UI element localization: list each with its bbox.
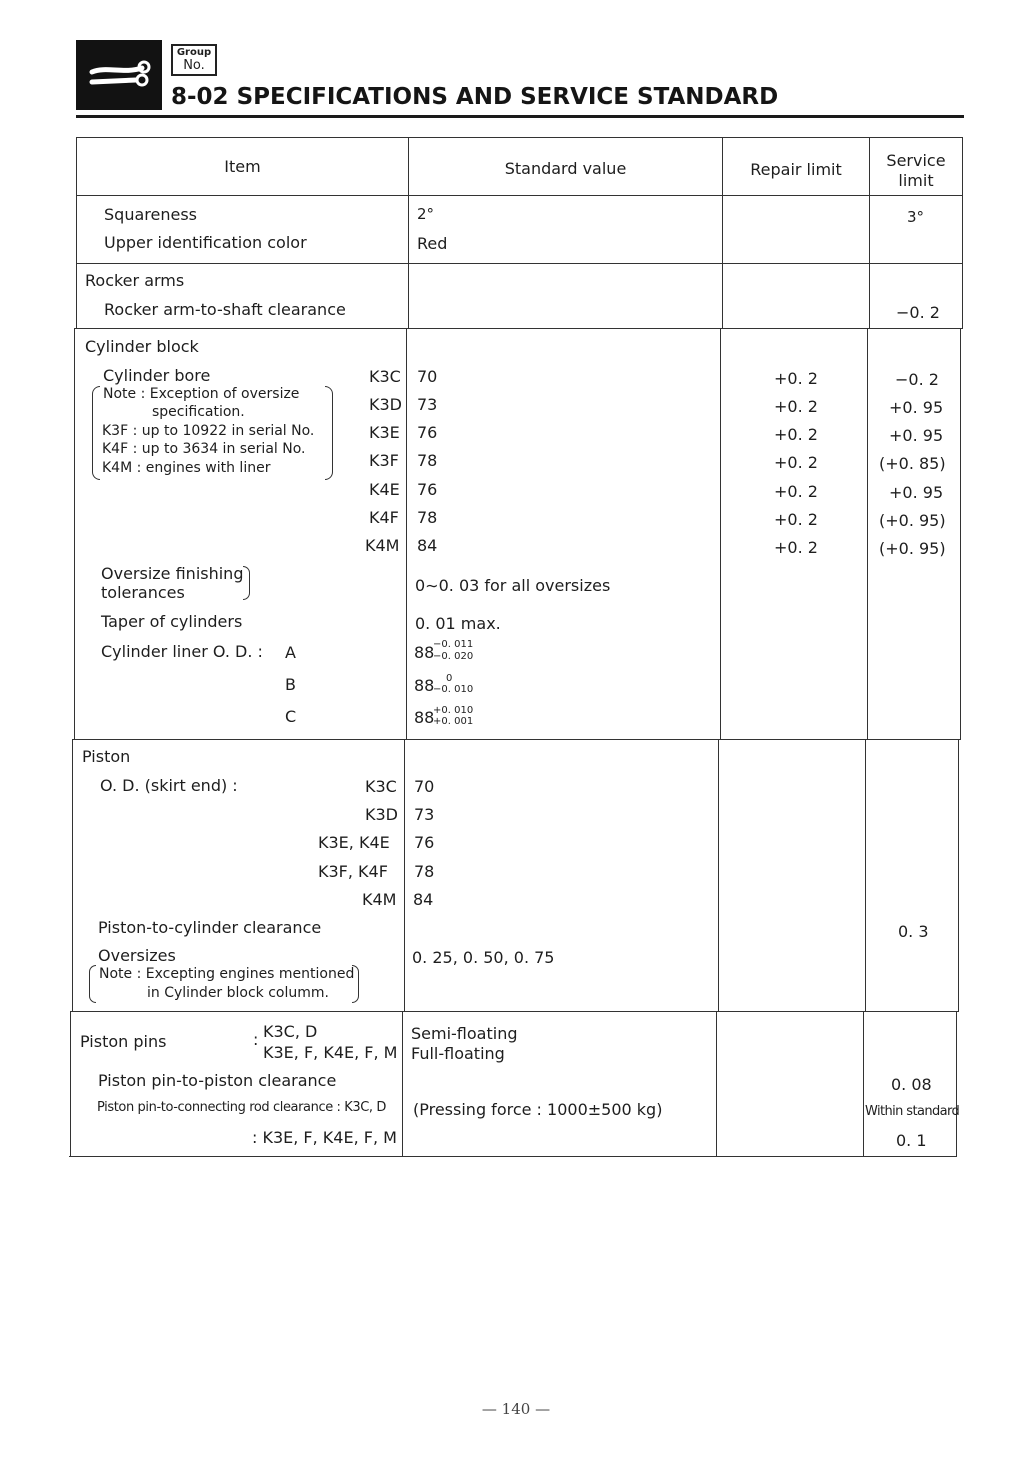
color-label: Upper identification color <box>104 233 307 252</box>
liner-lower-tol: −0. 020 <box>433 651 474 662</box>
bore-model: K4E <box>369 480 400 499</box>
bore-note-line5: K4M : engines with liner <box>102 460 271 476</box>
bore-note-line1: Note : Exception of oversize <box>103 386 300 402</box>
column-divider <box>402 1011 403 1157</box>
column-header-standard: Standard value <box>504 159 627 178</box>
bore-note-line4: K4F : up to 3634 in serial No. <box>102 441 306 457</box>
group-number-box <box>171 44 217 76</box>
taper-value: 0. 01 max. <box>415 614 501 633</box>
liner-upper-tol: 0 <box>446 673 453 684</box>
piston-od-standard: 73 <box>414 805 435 824</box>
piston-od-standard: 76 <box>414 833 435 852</box>
note-bracket-left <box>92 386 100 480</box>
table-left-border <box>70 1011 71 1157</box>
row-divider <box>73 739 961 740</box>
table-bottom-border <box>69 1156 957 1157</box>
section-number: 8-02 <box>171 84 229 110</box>
rod-clearance-service: Within standard <box>865 1104 960 1119</box>
bore-model: K3F <box>369 451 399 470</box>
pins-value-1: Semi-floating <box>411 1024 518 1043</box>
column-divider <box>718 739 719 1012</box>
row-divider <box>71 1011 959 1012</box>
bore-standard: 78 <box>417 451 438 470</box>
piston-clearance-service: 0. 3 <box>898 922 929 941</box>
section-title: SPECIFICATIONS AND SERVICE STANDARD <box>236 84 779 110</box>
piston-od-model: K4M <box>362 890 397 909</box>
piston-od-standard: 84 <box>413 890 434 909</box>
bore-service: +0. 95 <box>889 398 944 417</box>
column-header-item: Item <box>224 157 261 176</box>
column-header-repair: Repair limit <box>750 160 842 179</box>
squareness-service: 3° <box>907 208 925 226</box>
rocker-title: Rocker arms <box>85 271 185 290</box>
bore-standard: 76 <box>417 480 438 499</box>
cylinder-bore-label: Cylinder bore <box>103 366 211 385</box>
piston-od-model: K3C <box>365 777 397 796</box>
liner-grade: C <box>285 707 297 726</box>
bore-service: (+0. 95) <box>879 511 946 530</box>
bore-note-line3: K3F : up to 10922 in serial No. <box>102 423 315 439</box>
piston-od-model: K3F, K4F <box>318 862 388 881</box>
wrench-logo <box>76 40 162 110</box>
bore-service: +0. 95 <box>889 483 944 502</box>
column-divider <box>406 328 407 740</box>
pins-colon: : <box>253 1030 259 1049</box>
table-top-border <box>76 137 962 138</box>
liner-base: 88 <box>414 676 435 695</box>
cylinder-title: Cylinder block <box>85 337 199 356</box>
piston-title: Piston <box>82 747 131 766</box>
oversize-bracket <box>243 566 250 600</box>
liner-label: Cylinder liner O. D. : <box>101 642 263 661</box>
table-right-border <box>960 328 961 740</box>
bore-model: K4F <box>369 508 399 527</box>
bore-service: +0. 95 <box>889 426 944 445</box>
group-label: Group <box>176 47 212 58</box>
piston-note-line1: Note : Excepting engines mentioned <box>99 966 355 982</box>
no-label: No. <box>183 58 205 73</box>
title-rule <box>76 115 964 118</box>
bore-repair: +0. 2 <box>774 453 818 472</box>
bore-repair: +0. 2 <box>774 538 818 557</box>
liner-grade: B <box>285 675 296 694</box>
column-header-service-1: Service <box>886 151 946 170</box>
color-value: Red <box>417 234 448 253</box>
rod-clearance-label-2: : K3E, F, K4E, F, M <box>252 1128 397 1147</box>
liner-lower-tol: +0. 001 <box>433 716 474 727</box>
table-left-border <box>72 739 73 1012</box>
column-header-service-2: limit <box>898 171 934 190</box>
liner-base: 88 <box>414 643 435 662</box>
piston-od-label: O. D. (skirt end) : <box>100 776 238 795</box>
liner-lower-tol: −0. 010 <box>433 684 474 695</box>
bore-model: K3D <box>369 395 402 414</box>
table-right-border <box>958 739 959 1012</box>
row-divider <box>76 263 962 264</box>
bore-repair: +0. 2 <box>774 369 818 388</box>
rocker-clearance-service: −0. 2 <box>896 303 940 322</box>
bore-standard: 76 <box>417 423 438 442</box>
bore-standard: 78 <box>417 508 438 527</box>
taper-label: Taper of cylinders <box>101 612 243 631</box>
liner-upper-tol: +0. 010 <box>433 705 474 716</box>
squareness-standard: 2° <box>417 205 435 223</box>
bore-standard: 84 <box>417 536 438 555</box>
note-bracket-right <box>325 386 333 480</box>
row-divider <box>75 328 962 329</box>
liner-grade: A <box>285 643 296 662</box>
bore-standard: 73 <box>417 395 438 414</box>
bore-repair: +0. 2 <box>774 425 818 444</box>
bore-standard: 70 <box>417 367 438 386</box>
oversize-value: 0∼0. 03 for all oversizes <box>415 576 611 595</box>
bore-service: (+0. 85) <box>879 454 946 473</box>
oversize-label-1: Oversize finishing <box>101 564 244 583</box>
bore-model: K3C <box>369 367 401 386</box>
page-title <box>171 84 778 110</box>
pins-label: Piston pins <box>80 1032 167 1051</box>
rocker-clearance-label: Rocker arm-to-shaft clearance <box>104 300 346 319</box>
bore-repair: +0. 2 <box>774 510 818 529</box>
bore-service: (+0. 95) <box>879 539 946 558</box>
column-divider <box>863 1011 864 1157</box>
page-number: — 140 — <box>481 1400 551 1418</box>
liner-base: 88 <box>414 708 435 727</box>
pins-model-2: K3E, F, K4E, F, M <box>263 1043 398 1062</box>
bore-model: K4M <box>365 536 400 555</box>
table-right-border <box>962 137 963 329</box>
pin-clearance-service: 0. 08 <box>891 1075 932 1094</box>
column-divider <box>865 739 866 1012</box>
oversize-label-2: tolerances <box>101 583 185 602</box>
wrench-icon <box>76 40 162 110</box>
squareness-label: Squareness <box>104 205 197 224</box>
piston-oversizes-value: 0. 25, 0. 50, 0. 75 <box>412 948 555 967</box>
pins-value-2: Full-floating <box>411 1044 505 1063</box>
header-bottom-border <box>76 195 962 196</box>
rod-clearance-value: (Pressing force : 1000±500 kg) <box>413 1100 663 1119</box>
liner-upper-tol: −0. 011 <box>433 639 474 650</box>
piston-oversizes-label: Oversizes <box>98 946 176 965</box>
table-left-border <box>74 328 75 740</box>
piston-note-bracket-left <box>89 965 96 1003</box>
piston-od-standard: 78 <box>414 862 435 881</box>
column-divider <box>716 1011 717 1157</box>
bore-service: −0. 2 <box>895 370 939 389</box>
pin-clearance-label: Piston pin-to-piston clearance <box>98 1071 337 1090</box>
piston-note-line2: in Cylinder block columm. <box>147 985 329 1001</box>
rod-clearance-service-2: 0. 1 <box>896 1131 927 1150</box>
bore-repair: +0. 2 <box>774 397 818 416</box>
bore-model: K3E <box>369 423 400 442</box>
piston-od-model: K3D <box>365 805 398 824</box>
rod-clearance-label: Piston pin-to-connecting rod clearance : K3C, D <box>97 1100 387 1115</box>
column-divider <box>404 739 405 1012</box>
column-divider <box>720 328 721 740</box>
table-right-border <box>956 1011 957 1157</box>
piston-od-model: K3E, K4E <box>318 833 390 852</box>
piston-od-standard: 70 <box>414 777 435 796</box>
column-divider <box>867 328 868 740</box>
piston-clearance-label: Piston-to-cylinder clearance <box>98 918 322 937</box>
bore-repair: +0. 2 <box>774 482 818 501</box>
bore-note-line2: specification. <box>152 404 245 420</box>
pins-model-1: K3C, D <box>263 1022 318 1041</box>
